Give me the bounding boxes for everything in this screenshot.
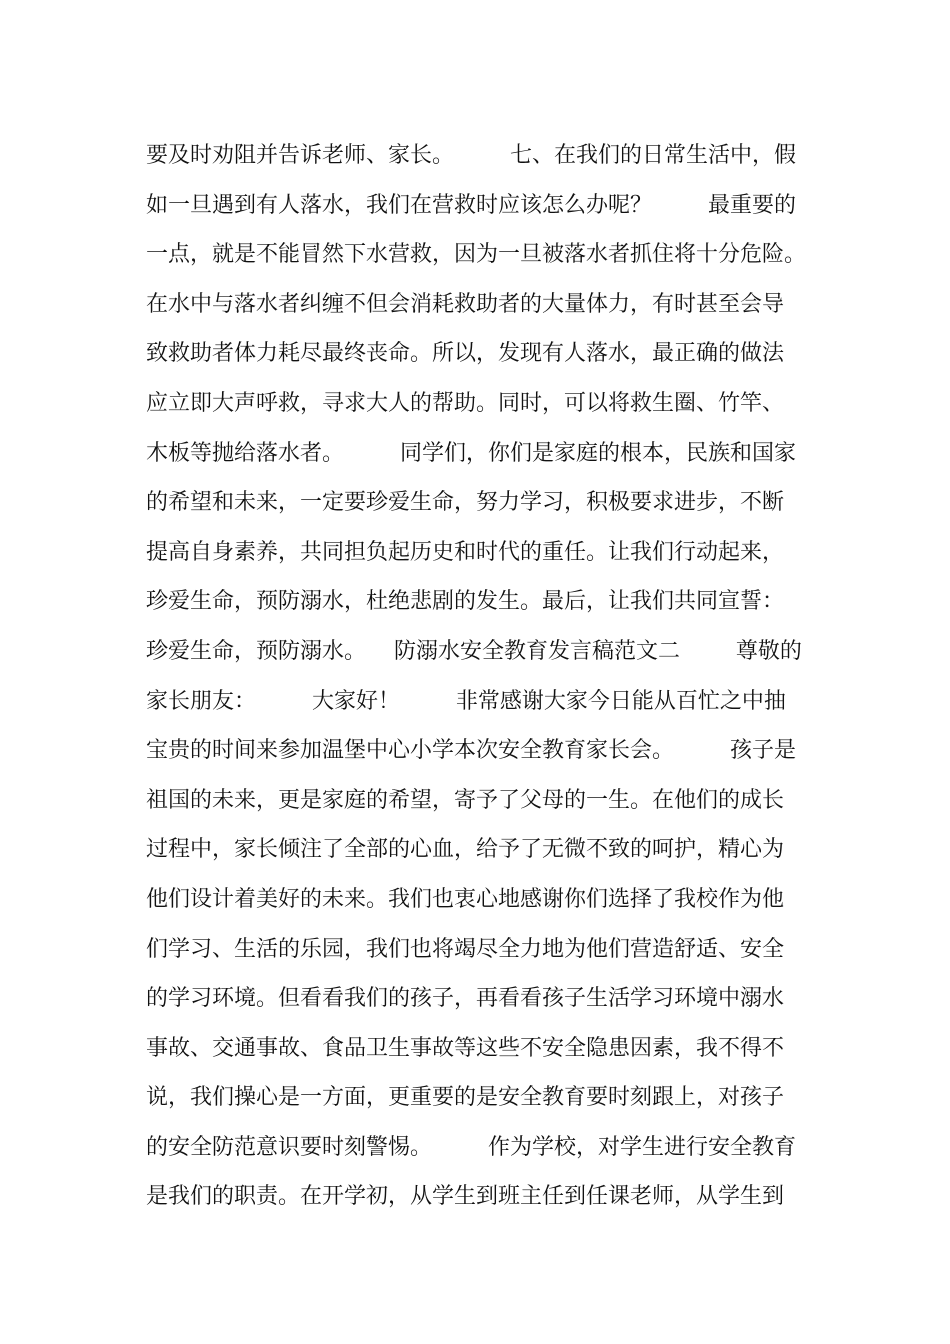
text-line: 珍爱生命，预防溺水。 防溺水安全教育发言稿范文二 尊敬的 [146, 638, 802, 664]
text-line: 木板等抛给落水者。 同学们，你们是家庭的根本，民族和国家 [146, 440, 796, 466]
text-line: 如一旦遇到有人落水，我们在营救时应该怎么办呢？ 最重要的 [146, 192, 796, 218]
text-line: 家长朋友： 大家好！ 非常感谢大家今日能从百忙之中抽 [146, 688, 786, 714]
text-line: 们学习、生活的乐园，我们也将竭尽全力地为他们营造舒适、安全 [146, 936, 785, 962]
text-line: 的学习环境。但看看我们的孩子，再看看孩子生活学习环境中溺水 [146, 986, 785, 1012]
text-line: 他们设计着美好的未来。我们也衷心地感谢你们选择了我校作为他 [146, 886, 785, 912]
text-line: 在水中与落水者纠缠不但会消耗救助者的大量体力，有时甚至会导 [146, 291, 785, 317]
text-line: 过程中，家长倾注了全部的心血，给予了无微不致的呵护，精心为 [146, 837, 785, 863]
text-line: 是我们的职责。在开学初，从学生到班主任到任课老师，从学生到 [146, 1184, 785, 1210]
text-line: 应立即大声呼救，寻求大人的帮助。同时，可以将救生圈、竹竿、 [146, 390, 785, 416]
text-line: 提高自身素养，共同担负起历史和时代的重任。让我们行动起来， [146, 539, 785, 565]
text-line: 的希望和未来，一定要珍爱生命，努力学习，积极要求进步，不断 [146, 490, 785, 516]
text-line: 祖国的未来，更是家庭的希望，寄予了父母的一生。在他们的成长 [146, 787, 785, 813]
body-text [146, 131, 826, 1222]
text-line: 事故、交通事故、食品卫生事故等这些不安全隐患因素，我不得不 [146, 1035, 785, 1061]
text-line: 宝贵的时间来参加温堡中心小学本次安全教育家长会。 孩子是 [146, 738, 796, 764]
text-line: 珍爱生命，预防溺水，杜绝悲剧的发生。最后，让我们共同宣誓： [146, 589, 785, 615]
text-line: 致救助者体力耗尽最终丧命。所以，发现有人落水，最正确的做法 [146, 341, 785, 367]
text-line: 的安全防范意识要时刻警惕。 作为学校，对学生进行安全教育 [146, 1134, 796, 1160]
text-line: 要及时劝阻并告诉老师、家长。 七、在我们的日常生活中，假 [146, 143, 796, 168]
text-line: 一点，就是不能冒然下水营救，因为一旦被落水者抓住将十分危险。 [146, 242, 807, 268]
text-line: 说，我们操心是一方面，更重要的是安全教育要时刻跟上，对孩子 [146, 1085, 785, 1111]
